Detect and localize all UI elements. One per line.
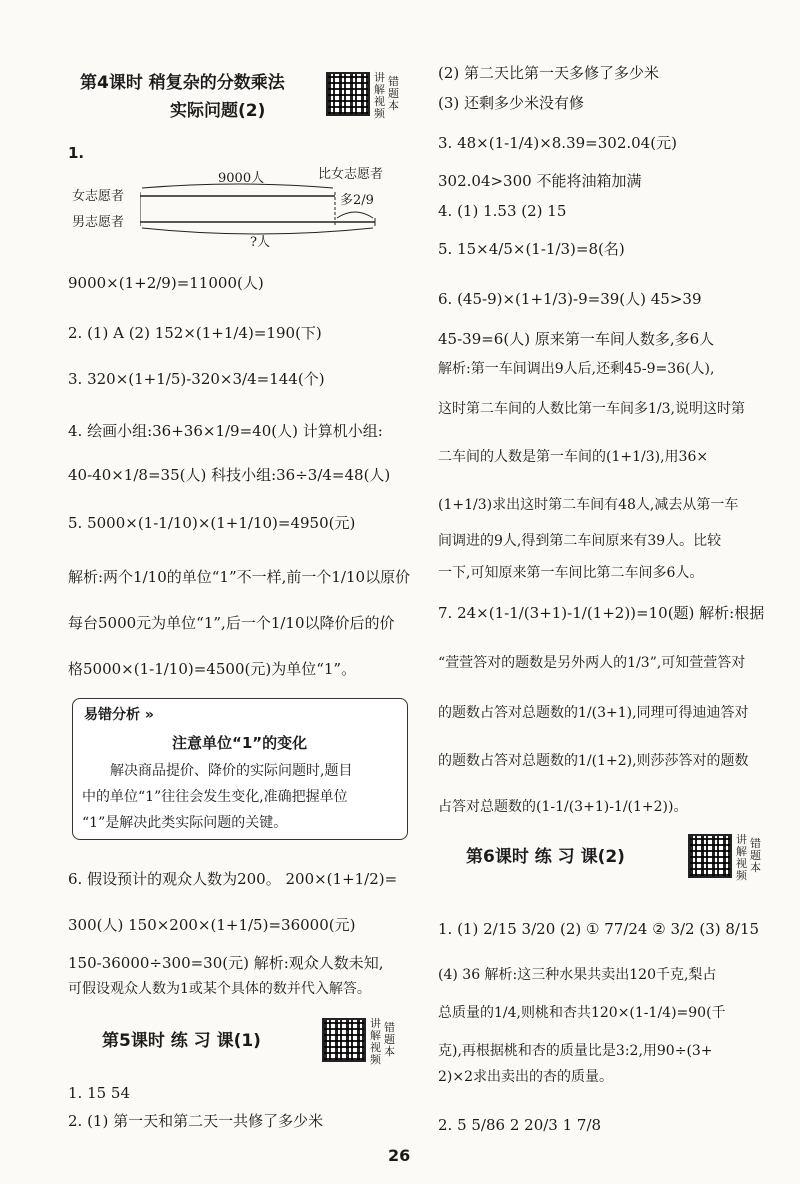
lesson5-title: 第5课时 练 习 课(1) (102, 1031, 261, 1051)
lesson6-line-1: (4) 36 解析:这三种水果共卖出120千克,梨占 (438, 967, 717, 983)
r-line-5: 5. 15×4/5×(1-1/3)=8(名) (438, 240, 625, 258)
q4-answer-2: 40-40×1/8=35(人) 科技小组:36÷3/4=48(人) (68, 466, 391, 484)
lesson5-q1: 1. 15 54 (68, 1084, 131, 1102)
lesson6-line-5: 2. 5 5/86 2 20/3 1 7/8 (438, 1116, 602, 1134)
qr-label2: 错题本 (750, 837, 761, 874)
r-line-17: 的题数占答对总题数的1/(1+2),则莎莎答对的题数 (438, 753, 749, 769)
error-box-title: 注意单位“1”的变化 (172, 734, 308, 752)
r-line-10: 二车间的人数是第一车间的(1+1/3),用36× (438, 449, 709, 465)
q5-answer: 5. 5000×(1-1/10)×(1+1/10)=4950(元) (68, 514, 356, 532)
diagram-male: 男志愿者 (72, 215, 125, 230)
q6-answer-3: 150-36000÷300=30(元) 解析:观众人数未知, (68, 954, 384, 972)
r-line-12: 间调进的9人,得到第二车间原来有39人。比较 (438, 533, 722, 549)
r-line-0: (2) 第二天比第一天多修了多少米 (438, 64, 660, 82)
r-line-18: 占答对总题数的(1-1/(3+1)-1/(1+2))。 (438, 799, 688, 815)
error-box-body3: “1”是解决此类实际问题的关键。 (82, 815, 288, 831)
q1-label: 1. (68, 144, 85, 162)
diagram-male-count: ?人 (250, 235, 270, 250)
page-number: 26 (388, 1146, 411, 1165)
qr-code-icon[interactable] (688, 834, 732, 878)
r-line-16: 的题数占答对总题数的1/(3+1),同理可得迪迪答对 (438, 705, 749, 721)
qr-label: 讲解视频 (374, 71, 385, 120)
r-line-11: (1+1/3)求出这时第二车间有48人,减去从第一车 (438, 497, 739, 513)
r-line-8: 解析:第一车间调出9人后,还剩45-9=36(人), (438, 361, 715, 377)
r-line-2: 3. 48×(1-1/4)×8.39=302.04(元) (438, 134, 677, 152)
r-line-14: 7. 24×(1-1/(3+1)-1/(1+2))=10(题) 解析:根据 (438, 604, 765, 622)
lesson6-title: 第6课时 练 习 课(2) (466, 847, 625, 867)
error-box-body1: 解决商品提价、降价的实际问题时,题目 (110, 763, 353, 779)
lesson4-title-line1: 第4课时 稍复杂的分数乘法 (80, 73, 285, 93)
q2-answer: 2. (1) A (2) 152×(1+1/4)=190(下) (68, 324, 322, 342)
error-box-body2: 中的单位“1”往往会发生变化,准确把握单位 (82, 789, 348, 805)
r-line-7: 45-39=6(人) 原来第一车间人数多,多6人 (438, 330, 715, 348)
r-line-6: 6. (45-9)×(1+1/3)-9=39(人) 45>39 (438, 290, 702, 308)
r-line-9: 这时第二车间的人数比第一车间多1/3,说明这时第 (438, 401, 745, 417)
qr-label: 讲解视频 (370, 1017, 381, 1066)
lesson6-line-2: 总质量的1/4,则桃和杏共120×(1-1/4)=90(千 (438, 1005, 726, 1021)
r-line-1: (3) 还剩多少米没有修 (438, 94, 585, 112)
qr-label2: 错题本 (388, 75, 399, 112)
r-line-15: “萱萱答对的题数是另外两人的1/3”,可知萱萱答对 (438, 655, 746, 671)
error-box-label: 易错分析 » (84, 707, 154, 723)
diagram-female: 女志愿者 (72, 189, 125, 204)
q5-analysis-1: 解析:两个1/10的单位“1”不一样,前一个1/10以原价 (68, 568, 411, 586)
lesson6-line-3: 克),再根据桃和杏的质量比是3:2,用90÷(3+ (438, 1043, 713, 1059)
q6-answer-2: 300(人) 150×200×(1+1/5)=36000(元) (68, 916, 356, 934)
qr-label: 讲解视频 (736, 833, 747, 882)
q5-analysis-2: 每台5000元为单位“1”,后一个1/10以降价后的价 (68, 614, 395, 632)
q3-answer: 3. 320×(1+1/5)-320×3/4=144(个) (68, 370, 325, 388)
diagram-female-count: 9000人 (218, 171, 265, 186)
qr-label2: 错题本 (384, 1021, 395, 1058)
r-line-3: 302.04>300 不能将油箱加满 (438, 172, 642, 190)
q4-answer-1: 4. 绘画小组:36+36×1/9=40(人) 计算机小组: (68, 422, 383, 440)
diagram-more-frac: 多2/9 (340, 193, 374, 208)
q6-answer-1: 6. 假设预计的观众人数为200。 200×(1+1/2)= (68, 870, 398, 888)
diagram-more-label: 比女志愿者 (318, 167, 384, 182)
lesson5-q2: 2. (1) 第一天和第二天一共修了多少米 (68, 1112, 324, 1130)
q6-answer-4: 可假设观众人数为1或某个具体的数并代入解答。 (68, 981, 371, 997)
q1-answer: 9000×(1+2/9)=11000(人) (68, 274, 264, 292)
lesson6-line-0: 1. (1) 2/15 3/20 (2) ① 77/24 ② 3/2 (3) 8/15 (438, 920, 760, 938)
diagram-bars (140, 178, 380, 238)
lesson6-line-4: 2)×2求出卖出的杏的质量。 (438, 1069, 614, 1085)
r-line-13: 一下,可知原来第一车间比第二车间多6人。 (438, 565, 704, 581)
lesson4-title-line2: 实际问题(2) (170, 101, 266, 121)
qr-code-icon[interactable] (326, 72, 370, 116)
qr-code-icon[interactable] (322, 1018, 366, 1062)
q5-analysis-3: 格5000×(1-1/10)=4500(元)为单位“1”。 (68, 660, 357, 678)
r-line-4: 4. (1) 1.53 (2) 15 (438, 202, 567, 220)
